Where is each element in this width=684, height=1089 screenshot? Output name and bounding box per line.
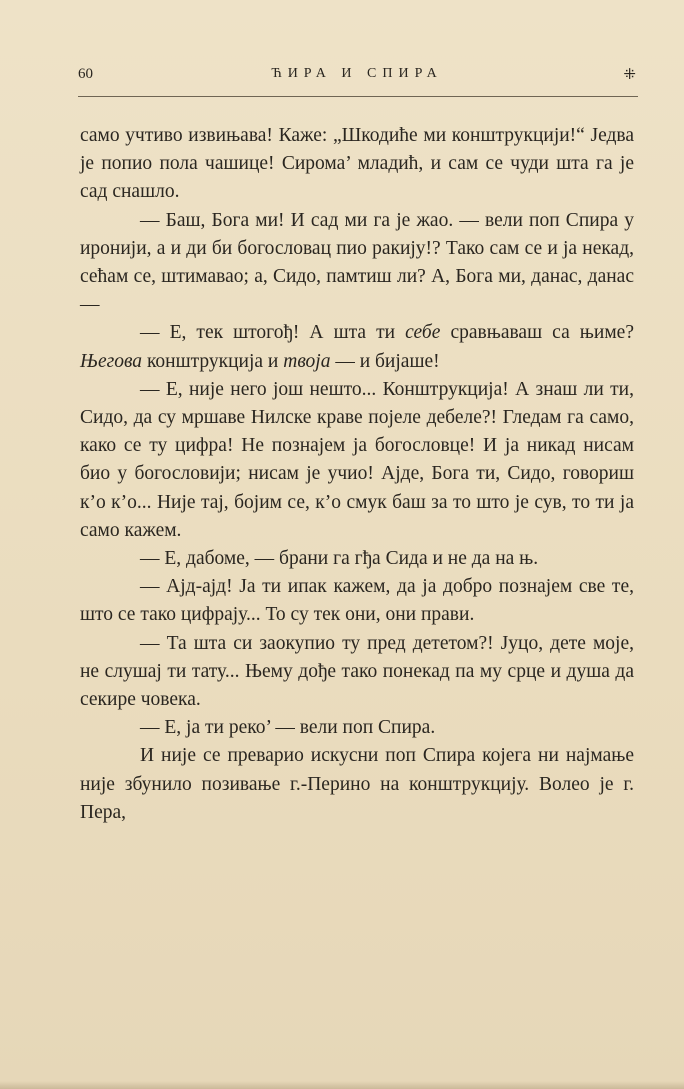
paragraph-2: — Баш, Бога ми! И сад ми га је жао. — вели поп Спира у иронији, а и ди би богословац пио ракију!? Тако сам се и ја некад, сећам се, штимавао; а, Сидо, памтиш ли? А, Бога ми, данас, данас — xyxy=(80,209,634,316)
page-number: 60 xyxy=(78,66,93,82)
paragraph-8: — Е, ја ти реко’ — вели поп Спира. xyxy=(140,717,436,739)
paragraph-4: — Е, није него још нешто... Конштрукција! А знаш ли ти, Сидо, да су мршаве Нилске краве појеле дебеле?! Гледам га само, како се ту цифра! Не познајем ја богословце! И ја никад нисам био у богословији; нисам је учио! Ајде, Бога ти, Сидо, говориш к’о к’о... Није тај, бојим се, к’о смук баш за то што је сув, то ти ја само кажем. xyxy=(80,378,634,541)
paragraph-1: само учтиво извињава! Каже: „Шкодиће ми конштрукцији!“ Једва је попио пола чашице! Сирома’ младић, и сам се чуди шта га је сад снашло. xyxy=(80,125,634,203)
page-bottom-edge xyxy=(0,1081,684,1089)
ornament-icon: ⁜ xyxy=(623,67,636,83)
emphasis-njegova: Његова xyxy=(80,350,143,372)
running-title: ЋИРА И СПИРА xyxy=(271,66,443,81)
emphasis-sebe: себе xyxy=(405,322,441,344)
page-header xyxy=(78,66,636,92)
paragraph-3: — Е, тек штогођ! А шта ти себе сравњаваш са њиме? Његова конштрукција и твоја — и бијаше! xyxy=(80,322,634,372)
body-text xyxy=(80,122,634,827)
header-rule xyxy=(78,96,638,97)
paragraph-5: — Е, дабоме, — брани га гђа Сида и не да на њ. xyxy=(140,548,539,570)
paragraph-9: И није се преварио искусни поп Спира којега ни најмање није збунило позивање г.-Перино на конштрукцију. Волео је г. Пера, xyxy=(80,745,634,823)
emphasis-tvoja: твоја xyxy=(283,350,331,372)
paragraph-7: — Та шта си заокупио ту пред дететом?! Јуцо, дете моје, не слушај ти тату... Њему дође тако понекад па му срце и душа да секире човека. xyxy=(80,632,634,711)
paragraph-6: — Ајд-ајд! Ја ти ипак кажем, да ја добро познајем све те, што се тако цифрају... То су тек они, они прави. xyxy=(80,576,634,626)
